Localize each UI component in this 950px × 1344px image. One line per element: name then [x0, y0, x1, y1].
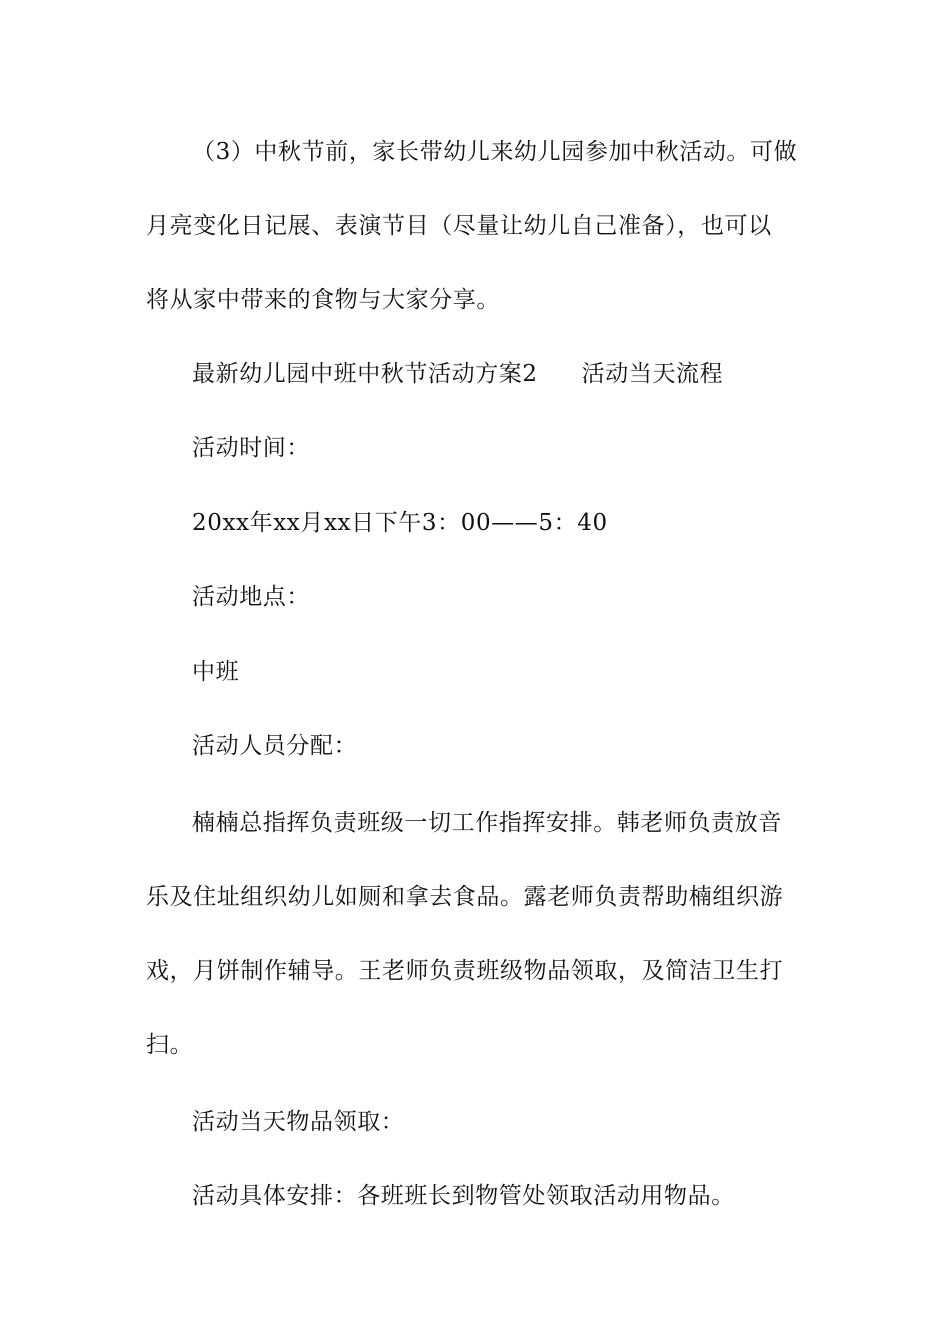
staff-paragraph-line-2: 乐及住址组织幼儿如厕和拿去食品。露老师负责帮助楠组织游	[146, 884, 784, 910]
staff-paragraph-line-4: 扫。	[146, 1032, 194, 1058]
supplies-label: 活动当天物品领取：	[192, 1109, 405, 1135]
paragraph-line-2: 月亮变化日记展、表演节目（尽量让幼儿自己准备），也可以	[146, 213, 772, 239]
paragraph-line-3: 将从家中带来的食物与大家分享。	[146, 287, 500, 313]
section-subheading: 活动当天流程	[581, 361, 724, 387]
activity-location-label: 活动地点：	[192, 584, 310, 610]
supplies-arrangement: 活动具体安排：各班班长到物管处领取活动用物品。	[192, 1183, 735, 1209]
staff-paragraph-line-3: 戏，月饼制作辅导。王老师负责班级物品领取，及简洁卫生打	[146, 958, 784, 984]
section-heading: 最新幼儿园中班中秋节活动方案2	[192, 361, 538, 387]
staff-paragraph-line-1: 楠楠总指挥负责班级一切工作指挥安排。韩老师负责放音	[192, 810, 782, 836]
paragraph-line-1: （3）中秋节前，家长带幼儿来幼儿园参加中秋活动。可做	[192, 139, 798, 165]
staff-assignment-label: 活动人员分配：	[192, 733, 358, 759]
activity-time-value: 20xx年xx月xx日下午3：00——5：40	[192, 510, 608, 536]
activity-time-label: 活动时间：	[192, 435, 310, 461]
section-heading-line	[192, 357, 723, 391]
activity-location-value: 中班	[192, 659, 240, 685]
